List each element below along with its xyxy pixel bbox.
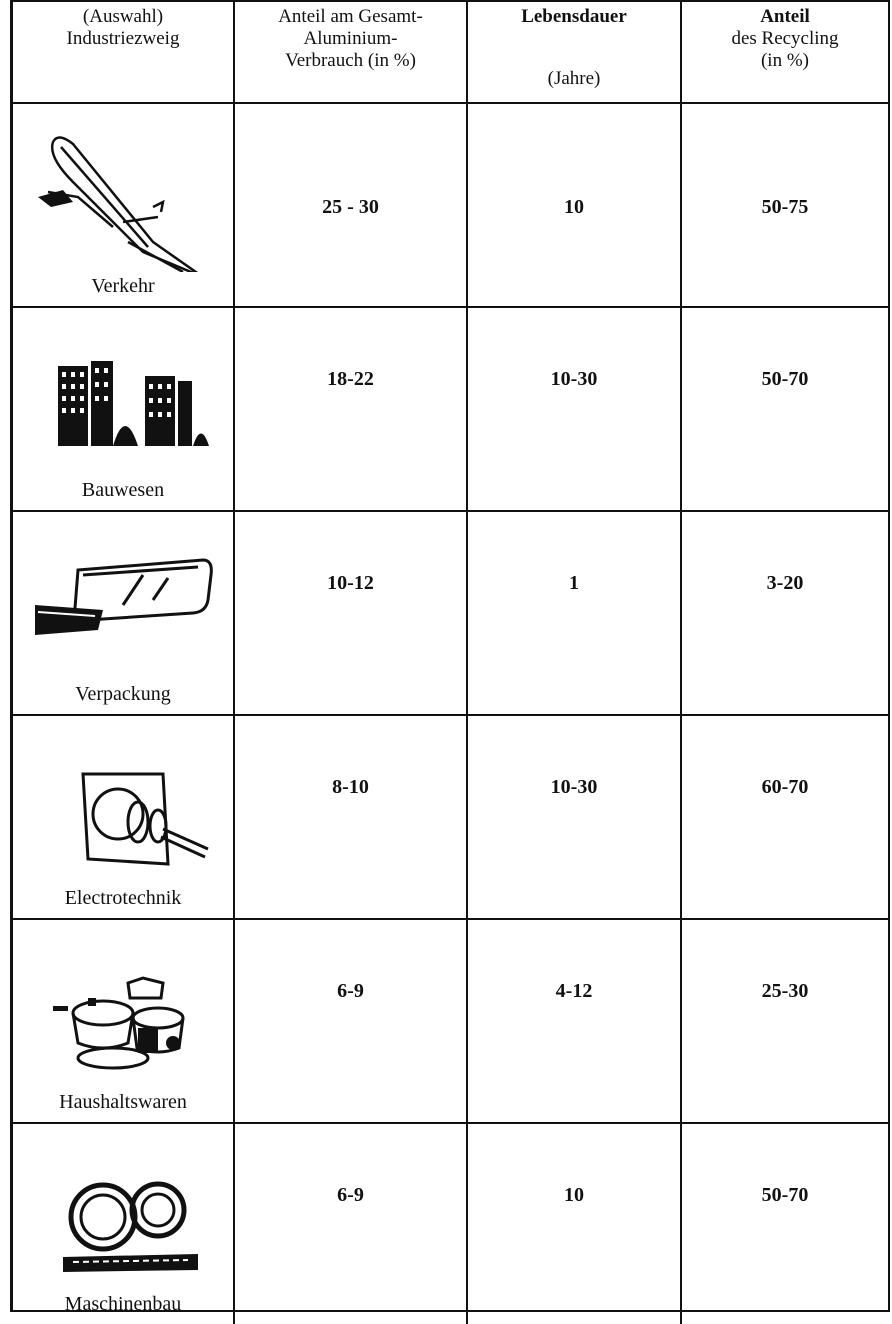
header-lifetime-line1: Lebensdauer: [521, 6, 627, 27]
header-recycling-line3: (in %): [760, 50, 809, 71]
recycling-cell: [681, 307, 888, 511]
lifetime-cell: [467, 103, 681, 307]
table-row: [13, 511, 888, 715]
table-row: [13, 715, 888, 919]
header-recycling-line1: Anteil: [760, 6, 810, 27]
recycling-value: 50-70: [761, 1184, 809, 1206]
share-cell: [234, 715, 467, 919]
header-recycling: [681, 1, 888, 103]
share-value: 18-22: [327, 368, 374, 390]
lifetime-cell: [467, 715, 681, 919]
recycling-value: 60-70: [761, 776, 809, 798]
header-recycling-line2: des Recycling: [731, 28, 839, 49]
industry-name: Electrotechnik: [64, 887, 182, 909]
recycling-cell: [681, 1123, 888, 1324]
recycling-value: 25-30: [761, 980, 809, 1002]
lifetime-value: 10: [564, 1184, 584, 1206]
header-share-line2: Aluminium-: [303, 28, 398, 49]
header-industry: [13, 1, 234, 103]
lifetime-value: 10-30: [550, 776, 598, 798]
industry-name: Maschinenbau: [64, 1293, 182, 1315]
industry-name: Haushaltswaren: [59, 1091, 187, 1113]
share-value: 8-10: [332, 776, 369, 798]
industry-name: Bauwesen: [81, 479, 165, 501]
header-share: [234, 1, 467, 103]
lifetime-value: 10-30: [550, 368, 598, 390]
share-cell: [234, 919, 467, 1123]
airplane-icon: [33, 122, 213, 272]
share-cell: [234, 1123, 467, 1324]
packaging-tray-icon: [33, 530, 213, 680]
header-lifetime-line2: (Jahre): [547, 68, 601, 89]
industry-cell: [13, 307, 234, 511]
recycling-cell: [681, 919, 888, 1123]
recycling-cell: [681, 103, 888, 307]
power-plug-icon: [33, 734, 213, 884]
share-value: 6-9: [337, 1184, 364, 1206]
recycling-value: 50-75: [761, 196, 809, 218]
table-row: [13, 307, 888, 511]
recycling-value: 3-20: [766, 572, 804, 594]
header-industry-line1: (Auswahl): [82, 6, 164, 27]
industry-cell: [13, 919, 234, 1123]
industry-cell: [13, 103, 234, 307]
header-lifetime: [467, 1, 681, 103]
lifetime-cell: [467, 919, 681, 1123]
table-row: [13, 1123, 888, 1324]
industry-cell: [13, 1123, 234, 1324]
cookware-icon: [33, 938, 213, 1088]
header-share-line1: Anteil am Gesamt-: [278, 6, 423, 27]
table-header-row: [13, 1, 888, 103]
share-cell: [234, 307, 467, 511]
header-industry-line2: Industriezweig: [66, 28, 180, 49]
share-value: 6-9: [337, 980, 364, 1002]
lifetime-value: 4-12: [555, 980, 593, 1002]
buildings-icon: [33, 326, 213, 476]
gears-icon: [33, 1142, 213, 1292]
industry-name: Verpackung: [75, 683, 171, 705]
recycling-value: 50-70: [761, 368, 809, 390]
lifetime-cell: [467, 1123, 681, 1324]
share-cell: [234, 511, 467, 715]
share-value: 25 - 30: [322, 196, 379, 218]
industry-cell: [13, 511, 234, 715]
aluminium-usage-table: [13, 0, 888, 1324]
industry-name: Verkehr: [91, 275, 155, 297]
lifetime-cell: [467, 511, 681, 715]
share-cell: [234, 103, 467, 307]
industry-cell: [13, 715, 234, 919]
lifetime-cell: [467, 307, 681, 511]
table-row: [13, 919, 888, 1123]
share-value: 10-12: [327, 572, 374, 594]
lifetime-value: 1: [569, 572, 579, 594]
recycling-cell: [681, 715, 888, 919]
recycling-cell: [681, 511, 888, 715]
table-row: [13, 103, 888, 307]
aluminium-usage-table-page: [10, 0, 890, 1315]
lifetime-value: 10: [564, 196, 584, 218]
header-share-line3: Verbrauch (in %): [285, 50, 416, 71]
